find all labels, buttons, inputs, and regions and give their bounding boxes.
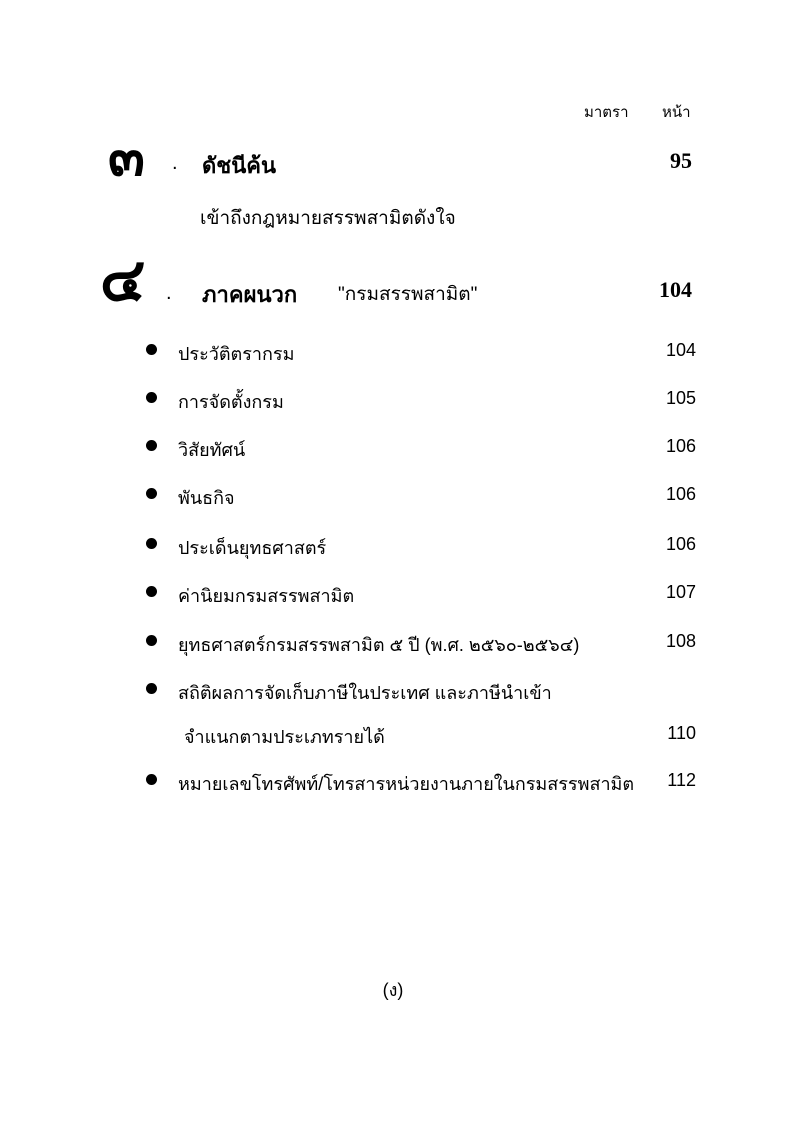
item-page: 112	[667, 770, 696, 790]
item-page: 104	[665, 340, 696, 360]
section-subtitle: เข้าถึงกฎหมายสรรพสามิตดังใจ	[200, 208, 456, 229]
section-title: ภาคผนวก	[202, 282, 298, 307]
list-item: วิสัยทัศน์	[178, 440, 246, 460]
bullet-icon	[146, 586, 157, 597]
bullet-icon	[146, 392, 157, 403]
bullet-icon	[146, 683, 157, 694]
section-number: ๓	[108, 125, 145, 188]
list-item: หมายเลขโทรศัพท์/โทรสารหน่วยงานภายในกรมสรรพสามิต	[178, 774, 635, 794]
section-number: ๔	[100, 245, 146, 315]
list-item: ประวัติตรากรม	[178, 344, 295, 364]
bullet-icon	[146, 635, 157, 646]
section-dot: .	[166, 282, 172, 304]
list-item-continuation: จำแนกตามประเภทรายได้	[184, 727, 385, 747]
section-dot: .	[172, 152, 178, 174]
bullet-icon	[146, 774, 157, 785]
column-header-page: หน้า	[662, 104, 691, 121]
list-item: สถิติผลการจัดเก็บภาษีในประเทศ และภาษีนำเข้า	[178, 683, 552, 703]
section-title: ดัชนีค้น	[202, 153, 277, 178]
list-item: ค่านิยมกรมสรรพสามิต	[178, 586, 355, 606]
item-page: 108	[665, 631, 696, 651]
item-page: 106	[665, 534, 696, 554]
section-title-quote: "กรมสรรพสามิต"	[338, 284, 478, 305]
bullet-icon	[146, 538, 157, 549]
list-item: ประเด็นยุทธศาสตร์	[178, 538, 327, 558]
column-header-section: มาตรา	[584, 104, 629, 121]
item-page: 107	[665, 582, 696, 602]
list-item: ยุทธศาสตร์กรมสรรพสามิต ๕ ปี (พ.ศ. ๒๕๖๐-๒๕๖๔)	[178, 635, 580, 655]
item-page: 110	[667, 723, 696, 743]
section-page: 104	[659, 277, 692, 302]
item-page: 106	[665, 436, 696, 456]
list-item: พันธกิจ	[178, 488, 235, 508]
item-page: 105	[665, 388, 696, 408]
list-item: การจัดตั้งกรม	[178, 392, 284, 412]
bullet-icon	[146, 440, 157, 451]
item-page: 106	[665, 484, 696, 504]
bullet-icon	[146, 344, 157, 355]
footer-page-number: (ง)	[382, 980, 404, 1000]
section-page: 95	[670, 148, 692, 173]
bullet-icon	[146, 488, 157, 499]
